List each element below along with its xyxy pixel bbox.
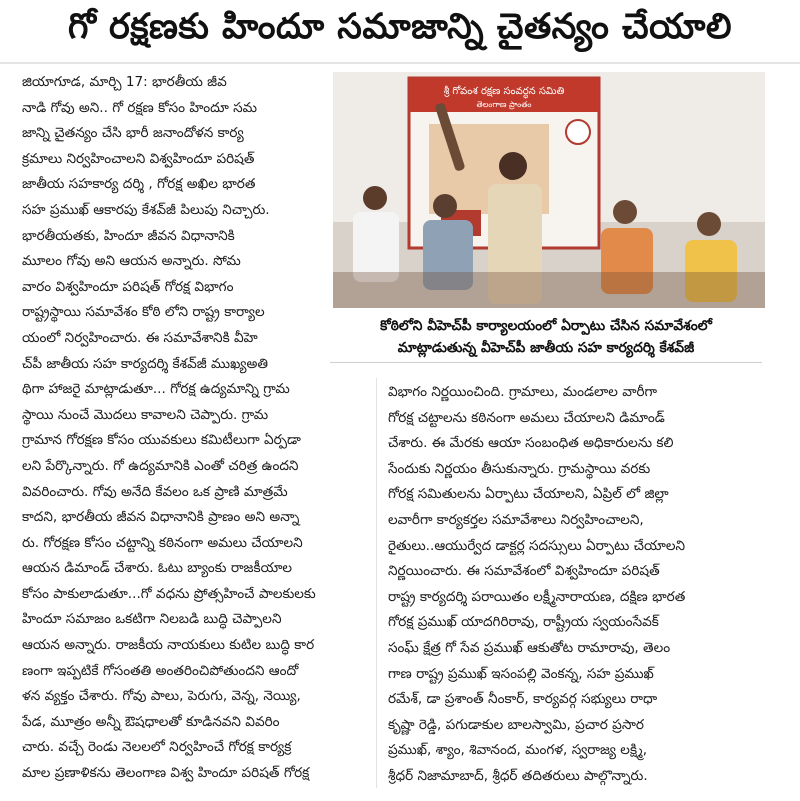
article-line: యంలో నిర్వహించారు. ఈ సమావేశానికి వీహె	[22, 329, 258, 346]
article-line: రు. గోరక్షణ కోసం చట్టాన్ని కఠినంగా అమలు చేయాలని	[22, 534, 303, 551]
article-line: ళన వ్యక్తం చేశారు. గోవు పాలు, పెరుగు, వెన్న, నెయ్యి,	[22, 688, 301, 705]
article-line: గోరక్ష చట్టాలను కఠినంగా అమలు చేయాలని డిమాండ్	[388, 409, 665, 426]
article-line: రాష్ట్రస్థాయి సమావేశం కోఠి లోని రాష్ట్ర కార్యాల	[22, 304, 265, 321]
article-line: కోసం పాకులాడుతూ...గో వధను ప్రోత్సహించే పాలకులకు	[22, 585, 316, 602]
article-line: రైతులు..ఆయుర్వేద డాక్టర్ల సదస్సులు ఏర్పాటు చేయాలని	[388, 537, 686, 554]
article-line: లవారీగా కార్యకర్తల సమావేశాలు నిర్వహించాలని,	[388, 511, 644, 528]
article-line: చారు. వచ్చే రెండు నెలలలో నిర్వహించే గోరక్ష కార్యక్ర	[22, 739, 292, 756]
article-line: ప్రముఖ్, శ్యాం, శివానంద, మంగళ, స్వరాజ్య లక్ష్మి,	[388, 742, 648, 759]
article-line: కాదని, భారతీయ జీవన విధానానికి ప్రాణం అని అన్నా	[22, 509, 300, 526]
article-line: మూలం గోవు అని ఆయన అన్నారు. సోమ	[22, 253, 241, 270]
article-line: గోరక్ష సమితులను ఏర్పాటు చేయాలని, ఏప్రిల్ లో జిల్లా	[388, 486, 669, 503]
article-line: సంఘ్ క్షేత్ర గో సేవ ప్రముఖ్ ఆకుతోట రామారావు, తెలం	[388, 639, 671, 656]
article-line: పేడ, మూత్రం అన్నీ ఔషధాలతో కూడినవని వివరిం	[22, 713, 280, 730]
article-line: జియాగూడ, మార్చి 17: భారతీయ జీవ	[22, 74, 227, 90]
article-line: భారతీయతకు, హిందూ జీవన విధానానికి	[22, 227, 235, 244]
article-line: ణంగా ఇప్పటికే గోసంతతి అంతరించిపోతుందని ఆందో	[22, 662, 299, 679]
headline: గో రక్షణకు హిందూ సమాజాన్ని చైతన్యం చేయాలి	[0, 0, 800, 64]
article-line: థిగా హాజరై మాట్లాడుతూ... గోరక్ష ఉద్యమాన్ని గ్రామ	[22, 381, 290, 398]
article-line: విభాగం నిర్ణయించింది. గ్రామాలు, మండలాల వారీగా	[388, 384, 658, 400]
article-line: నిర్ణయించారు. ఈ సమావేశంలో విశ్వహిందూ పరిషత్	[388, 563, 660, 580]
column-divider	[376, 378, 377, 788]
article-line: జాన్ని చైతన్యం చేసి భారీ జనాందోళన కార్య	[22, 125, 244, 142]
article-line: గ్రామాన గోరక్షణ కోసం యువకులు కమిటీలుగా ఏర్పడా	[22, 432, 301, 449]
article-line: ఆయన డిమాండ్ చేశారు. ఓటు బ్యాంకు రాజకీయాల	[22, 560, 293, 577]
banner-title: శ్రీ గోవంశ రక్షణ సంవర్ధన సమితి	[443, 86, 565, 97]
caption-line-2: మాట్లాడుతున్న వీహెచ్‌పీ జాతీయ సహ కార్యదర్శి కేశవ్‌జీ	[397, 340, 695, 356]
article-line: రమేశ్, డా ప్రశాంత్ నీంకార్, కార్యవర్గ సభ్యులు రాధా	[388, 691, 658, 708]
meeting-photo-illustration	[333, 72, 765, 308]
article-line: రాష్ట్ర కార్యదర్శి పరాయితం లక్ష్మీనారాయణ, దక్షిణ భారత	[388, 588, 686, 605]
article-column-right	[388, 380, 783, 790]
article-line: శ్రీధర్ నిజామాబాద్, శ్రీధర్ తదితరులు పాల్గొన్నారు.	[388, 767, 648, 784]
article-line: చ్‌పీ జాతీయ సహ కార్యదర్శి కేశవ్‌జీ ముఖ్యఅతి	[22, 355, 268, 372]
article-line: నాడి గోవు అని.. గో రక్షణ కోసం హిందూ సమ	[22, 99, 258, 116]
article-line: హిందూ సమాజం ఒకటిగా నిలబడి బుద్ధి చెప్పాలని	[22, 611, 282, 628]
article-line: మాల ప్రణాళికను తెలంగాణ విశ్వ హిందూ పరిషత్ గోరక్ష	[22, 765, 310, 782]
article-line: క్రమాలు నిర్వహించాలని విశ్వహిందూ పరిషత్	[22, 150, 255, 167]
article-line: గాణ రాష్ట్ర ప్రముఖ్ ఇసంపల్లి వెంకన్న, సహ ప్రముఖ్	[388, 665, 654, 682]
news-photo	[330, 72, 765, 308]
article-line: వివరించారు. గోవు అనేది కేవలం ఒక ప్రాణి మాత్రమే	[22, 483, 288, 500]
article-line: గోరక్ష ప్రముఖ్ యాదగిరిరావు, రాష్ట్రీయ స్వయంసేవక్	[388, 614, 659, 631]
article-line: స్థాయి నుంచే మొదలు కావాలని చెప్పారు. గ్రామ	[22, 406, 269, 423]
article-column-left	[22, 70, 327, 787]
banner-subtitle: తెలంగాణ ప్రాంతం	[476, 100, 532, 109]
article-line: లని పేర్కొన్నారు. గో ఉద్యమానికి ఎంతో చరిత్ర ఉందని	[22, 457, 299, 474]
article-line: కృష్ణా రెడ్డి, పగుడాకుల బాలస్వామి, ప్రచార ప్రసార	[388, 716, 644, 733]
article-line: సహ ప్రముఖ్ ఆకారపు కేశవ్‌జీ పిలుపు నిచ్చారు.	[22, 201, 270, 218]
photo-caption	[330, 312, 762, 363]
caption-line-1: కోఠిలోని వీహెచ్‌పీ కార్యాలయంలో ఏర్పాటు చేసిన సమావేశంలో	[380, 318, 712, 334]
article-line: చేశారు. ఈ మేరకు ఆయా సంబంధిత అధికారులను కలి	[388, 435, 674, 452]
article-line: ఆయన అన్నారు. రాజకీయ నాయకులు కుటిల బుద్ధి కార	[22, 637, 315, 654]
article-line: సేందుకు నిర్ణయం తీసుకున్నారు. గ్రామస్థాయి వరకు	[388, 460, 651, 477]
article-line: వారం విశ్వహిందూ పరిషత్ గోరక్ష విభాగం	[22, 278, 234, 295]
article-line: జాతీయ సహకార్య దర్శి , గోరక్ష అఖిల భారత	[22, 176, 256, 193]
